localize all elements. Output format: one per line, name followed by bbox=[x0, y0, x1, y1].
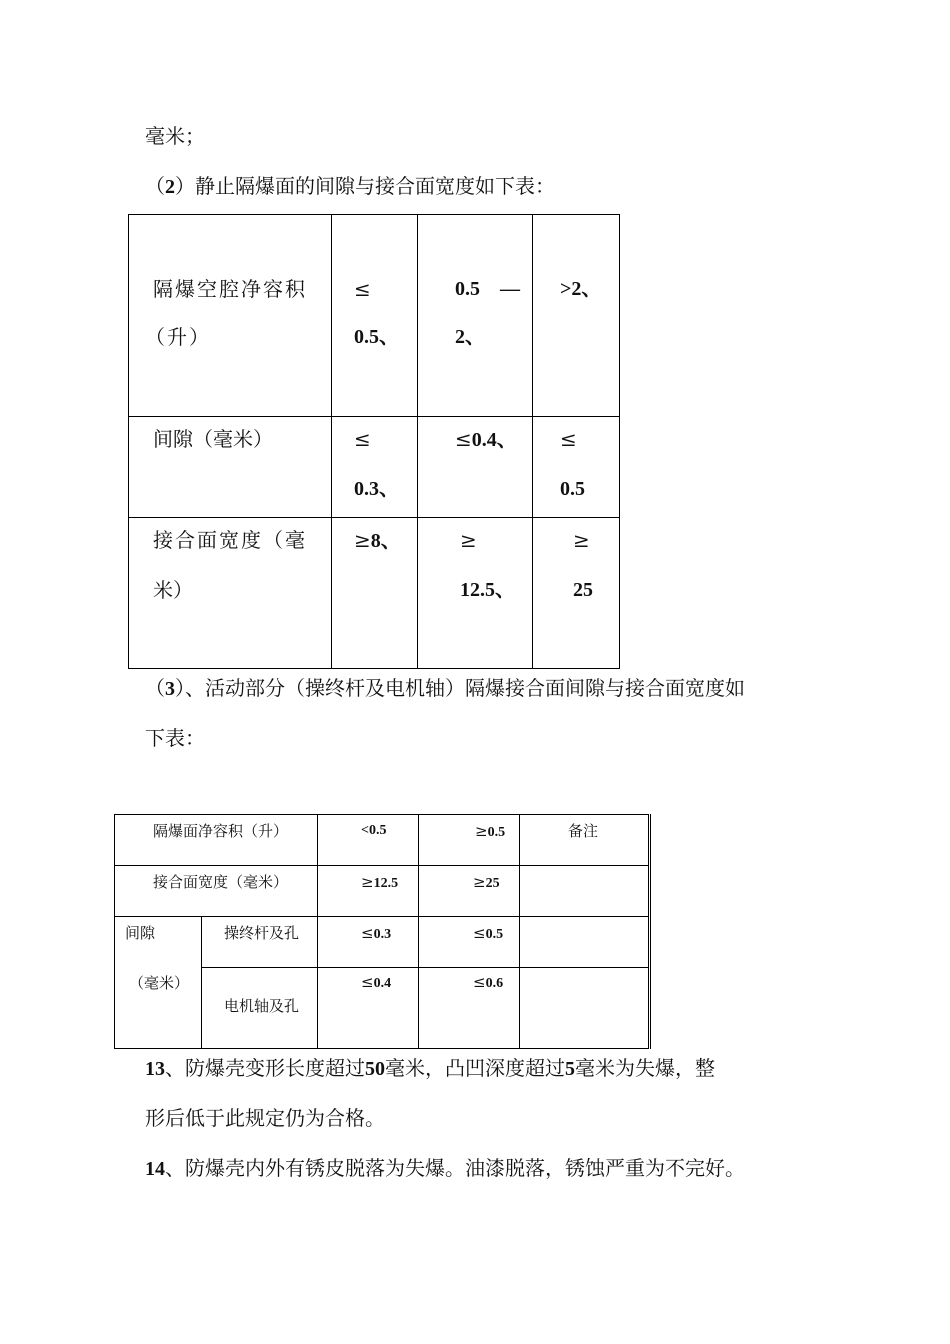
ge-sym: ≥ bbox=[361, 873, 374, 891]
table1-label-width-cont: 米） bbox=[153, 578, 193, 602]
item-value: 50 bbox=[365, 1058, 385, 1080]
gap-value: 0.3 bbox=[373, 927, 392, 942]
table2-width-c1 bbox=[361, 872, 398, 894]
paren-open: （ bbox=[145, 174, 165, 198]
table2-header-ge bbox=[475, 821, 505, 843]
moving-gap-table bbox=[114, 814, 651, 1049]
item-text: 毫米为失爆，整 bbox=[575, 1056, 715, 1080]
le-sym: ≤ bbox=[361, 924, 374, 942]
paragraph-line: 毫米； bbox=[145, 124, 205, 148]
item-13 bbox=[145, 1054, 715, 1083]
table1-r2c1-value: 0.3、 bbox=[354, 478, 399, 500]
table2-rod-c1 bbox=[361, 923, 391, 945]
table1-r2c2-value bbox=[455, 425, 517, 454]
table1-r1c1-sym: ≤ bbox=[354, 277, 371, 301]
heading-text: ）静止隔爆面的间隙与接合面宽度如下表： bbox=[175, 174, 555, 198]
width-value: 25 bbox=[485, 876, 500, 891]
width-value: 12.5 bbox=[373, 876, 399, 891]
table2-label-rod: 操终杆及孔 bbox=[224, 924, 300, 942]
le-sym: ≤ bbox=[361, 973, 374, 991]
table2-rod-c2 bbox=[473, 923, 503, 945]
volume-value: 0.5 bbox=[487, 825, 506, 840]
table2-width-c2 bbox=[473, 872, 500, 894]
table2-label-gap-unit: （毫米） bbox=[129, 974, 190, 992]
le-sym: ≤ bbox=[473, 973, 486, 991]
table2-header-lt: <0.5 bbox=[361, 823, 387, 838]
paren-open: （ bbox=[145, 676, 165, 700]
table2-shaft-c2 bbox=[473, 972, 503, 994]
item-text: 、防爆壳变形长度超过 bbox=[165, 1056, 365, 1080]
item-number: 14 bbox=[145, 1158, 165, 1180]
table1-label-width: 接合面宽度（毫 bbox=[153, 528, 307, 552]
section-heading-3 bbox=[145, 674, 745, 703]
table1-r1c1-value: 0.5、 bbox=[354, 326, 399, 348]
table1-label-unit: （升） bbox=[145, 325, 211, 349]
gap-value: 0.4 bbox=[373, 976, 392, 991]
table1-label-gap: 间隙（毫米） bbox=[153, 427, 273, 451]
item-number: 13 bbox=[145, 1058, 165, 1080]
table1-r2c3-sym: ≤ bbox=[560, 427, 577, 451]
gap-value: 0.5 bbox=[485, 927, 504, 942]
width-value: 8、 bbox=[370, 530, 401, 552]
heading-number: 2 bbox=[165, 176, 175, 198]
gap-value: 0.6 bbox=[485, 976, 504, 991]
table2-label-width: 接合面宽度（毫米） bbox=[153, 873, 289, 891]
table1-r1c2-value2: 2、 bbox=[455, 326, 485, 348]
table1-label-volume: 隔爆空腔净容积 bbox=[153, 277, 307, 301]
heading-number: 3 bbox=[165, 678, 175, 700]
section-heading-2 bbox=[145, 172, 555, 201]
ge-sym: ≥ bbox=[354, 528, 371, 552]
heading-text: ）、活动部分（操终杆及电机轴）隔爆接合面间隙与接合面宽度如 bbox=[175, 676, 745, 700]
table1-r1c3-value: >2、 bbox=[560, 278, 602, 300]
table1-r2c3-value: 0.5 bbox=[560, 478, 585, 500]
item-text: 毫米，凸凹深度超过 bbox=[385, 1056, 565, 1080]
table2-label-shaft: 电机轴及孔 bbox=[224, 997, 300, 1015]
le-sym: ≤ bbox=[473, 924, 486, 942]
table2-label-gap: 间隙 bbox=[125, 924, 156, 942]
table2-header-volume: 隔爆面净容积（升） bbox=[153, 822, 289, 840]
item-13-cont: 形后低于此规定仍为合格。 bbox=[145, 1106, 385, 1130]
section-heading-3-cont: 下表： bbox=[145, 726, 205, 750]
table2-shaft-c1 bbox=[361, 972, 391, 994]
ge-sym: ≥ bbox=[475, 822, 488, 840]
ge-sym: ≥ bbox=[473, 873, 486, 891]
static-gap-table bbox=[128, 214, 620, 669]
item-text: 、防爆壳内外有锈皮脱落为失爆。油漆脱落，锈蚀严重为不完好。 bbox=[165, 1156, 745, 1180]
table1-r3c3-value: 25 bbox=[573, 579, 593, 601]
table1-r1c2-value: 0.5 — bbox=[455, 278, 520, 300]
le-sym: ≤ bbox=[455, 427, 472, 451]
table1-r2c1-sym: ≤ bbox=[354, 427, 371, 451]
item-value: 5 bbox=[565, 1058, 575, 1080]
table2-header-note: 备注 bbox=[568, 822, 599, 840]
gap-value: 0.4、 bbox=[471, 429, 517, 451]
table1-r3c2-value: 12.5、 bbox=[460, 579, 515, 601]
table1-r3c1-value bbox=[354, 526, 401, 555]
item-14 bbox=[145, 1154, 745, 1183]
table1-r3c2-sym: ≥ bbox=[460, 528, 477, 552]
table1-r3c3-sym: ≥ bbox=[573, 528, 590, 552]
